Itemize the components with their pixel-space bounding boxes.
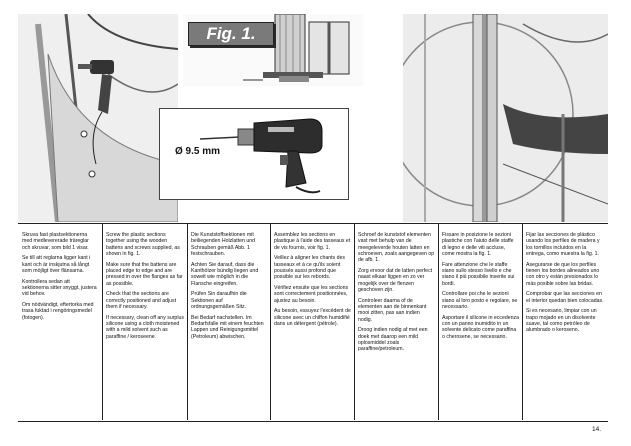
column-divider <box>270 224 271 420</box>
bottom-divider <box>18 421 608 422</box>
column-swedish <box>22 232 98 326</box>
drill-bit-size: Ø 9.5 mm <box>175 146 221 157</box>
paragraph: Fijar las secciones de plástico usando los perfiles de madera y los tornillos incluidos en la entrega, como muestra la fig. 1. <box>526 232 600 257</box>
paragraph: Schroef de kunststof elementen vast met behulp van de meegeleverde houten latten en schroeven, zoals aangegeven op de afb. 1. <box>358 232 435 264</box>
column-french <box>274 232 351 332</box>
column-divider <box>522 224 523 420</box>
paragraph: Die Kunststoffsektionen mit beiliegenden Holzlatten und Schrauben gemäß Abb. 1 festschrauben. <box>191 232 256 257</box>
paragraph: Check that the sections are correctly positioned and adjust them if necessary. <box>106 291 177 310</box>
column-german <box>191 232 267 344</box>
paragraph: Achten Sie darauf, dass die Kanthölzer bündig liegen und soweit wie möglich in die Flansche eingreifen. <box>191 261 259 287</box>
paragraph: Kontrollera sedan att sektionerna sitter snyggt, justera vid behov. <box>22 278 97 298</box>
column-spanish <box>526 232 606 338</box>
page-number: 14. <box>592 426 602 433</box>
paragraph: If necessary, clean off any surplus silicone using a cloth moistened with a mild solvent such as paraffine / keroseene. <box>106 314 184 340</box>
paragraph: Vérifiez ensuite que les sections sont correctement positionnées, ajustez au besoin. <box>274 285 349 304</box>
figure-label: Fig. 1. <box>188 22 274 46</box>
paragraph: Veillez à aligner les chants des tasseaux et à ce qu'ils soient poussés aussi profond que possible sur les rebords. <box>274 255 345 281</box>
paragraph: Se till att reglarna ligger kant i kant och är inskjutna så långt som möjligt över flänsarna. <box>22 255 91 274</box>
column-divider <box>438 224 439 420</box>
column-divider <box>102 224 103 420</box>
paragraph: Screw the plastic sections together using the wooden battens and screws supplied, as shown in fig. 1. <box>106 232 180 257</box>
column-dutch <box>358 232 435 357</box>
illustration-corner-joint <box>403 14 608 222</box>
column-divider <box>354 224 355 420</box>
paragraph: Om nödvändigt, eftertorka med trasa fuktad i rengöringsmedel (fotogen). <box>22 302 94 321</box>
paragraph: Bei Bedarf nachstellen. Im Bedarfsfalle mit einem feuchten Lappen und Reinigungsmittel (Petroleum) abwischen. <box>191 314 264 340</box>
paragraph: Assemblez les sections en plastique à l'aide des tasseaux et de vis fournis, voir fig. 1. <box>274 232 351 251</box>
paragraph: Asportare il silicone in eccedenza con un panno inumidito in un solvente delicato come paraffina o cherosene, se necessario. <box>442 314 519 340</box>
paragraph: Droog indien nodig af met een doek met daarop een mild oplosmiddel zoals paraffine/petroleum. <box>358 327 428 353</box>
paragraph: Fissare in posizione le sezioni plastiche con l'aiuto delle staffe di legno e delle viti accluse, come mostra la fig. 1. <box>442 232 514 257</box>
paragraph: Prüfen Sin daraufhin die Sektionen auf ordnungsgemäßen Sitz. <box>191 291 247 310</box>
paragraph: Si es necesario, limpiar con un trapo mojado en un disolvente suave, tal como petróleo de alumbrado o keroseno. <box>526 308 597 334</box>
paragraph: Controleer daarna of de elementen aan de binnenkant mooi zitten, pas aan indien nodig. <box>358 297 427 323</box>
paragraph: Fare attenzione che le staffe siano sullo stesso livello e che siano il più possibile inserite sui bordi. <box>442 261 515 287</box>
column-english <box>106 232 184 344</box>
paragraph: Asegurarse de que los perfiles tienen los bordes alineados uno con otro y están presionados lo más posible sobre las bridas. <box>526 261 600 287</box>
paragraph: Make sure that the battens are placed edge to edge and are pressed in over the flanges as far as possible. <box>106 261 183 287</box>
top-divider <box>18 223 608 224</box>
paragraph: Skruva fast plastsektionerna med medlevererade träreglar och skruvar, som bild 1 visar. <box>22 232 89 251</box>
illustration-shower-corner-drill <box>18 14 178 222</box>
column-italian <box>442 232 519 344</box>
paragraph: Comprobar que las secciones en el interior quedan bien colocadas. <box>526 291 604 304</box>
paragraph: Au besoin, essuyez l'excédent de silicone avec un chiffon humidifié dans un détergent (pétrole). <box>274 308 351 328</box>
column-divider <box>187 224 188 420</box>
paragraph: Zorg ervoor dat de latten perfect naast elkaar liggen en zo ver mogelijk over de flenzen geschoven zijn. <box>358 267 433 293</box>
paragraph: Controllare poi che le sezioni siano al loro posto e regolare, se necessario. <box>442 291 518 310</box>
